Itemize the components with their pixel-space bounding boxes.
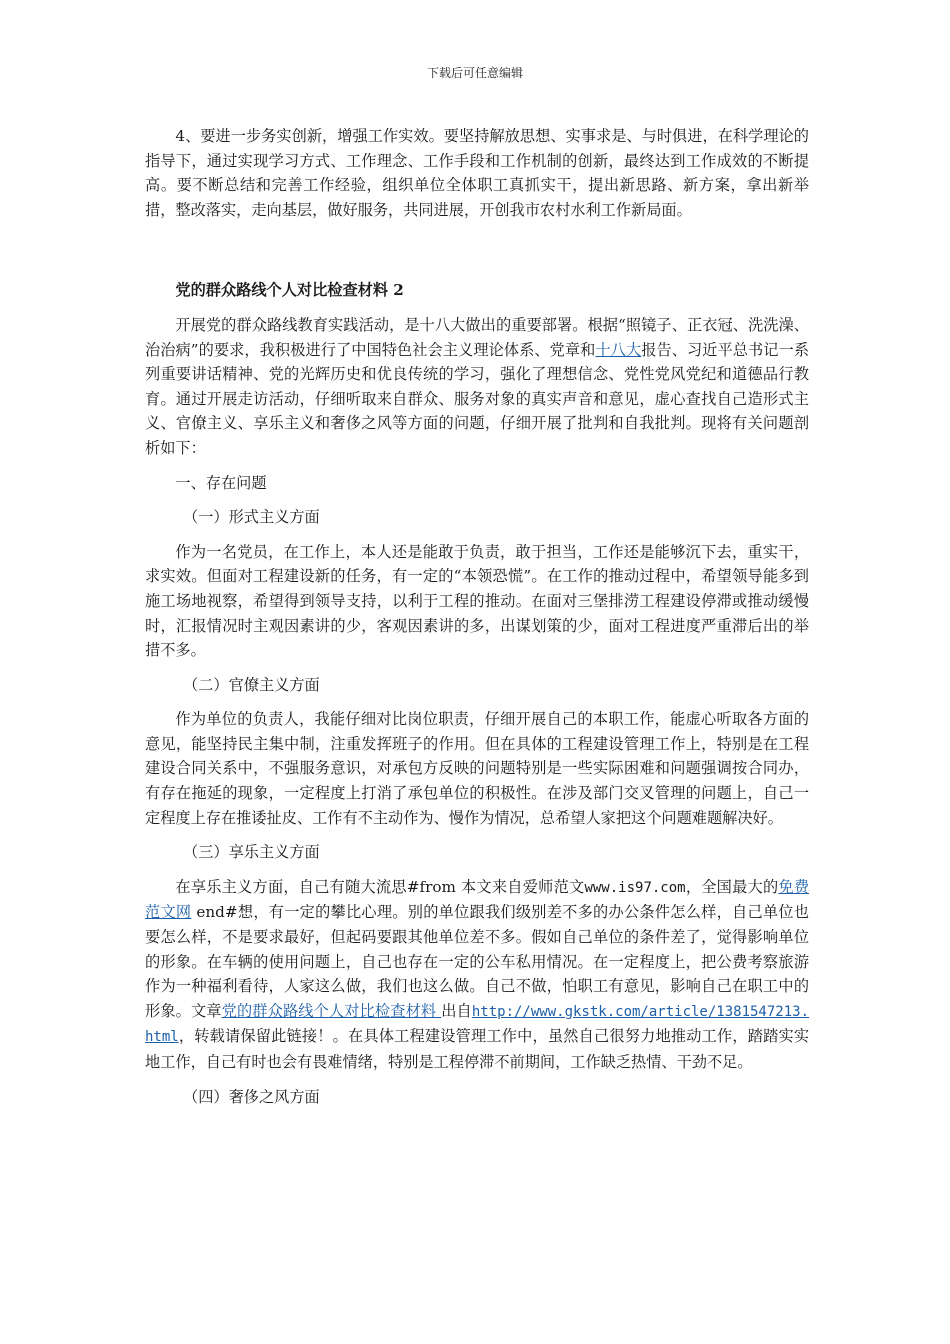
document-body <box>145 124 809 1109</box>
link-article-title[interactable]: 党的群众路线个人对比检查材料 <box>221 1001 442 1020</box>
paragraph-hedonism <box>145 875 809 1075</box>
link-free-essays[interactable]: 免费范文网 <box>145 877 810 922</box>
hedonism-site-text: www.is97.com <box>584 879 686 896</box>
intro-text-2: 报告、习近平总书记一系列重要讲话精神、党的光辉历史和优良传统的学习，强化了理想信念、党性党风党纪和道德品行教育。通过开展走访活动，仔细听取来自群众、服务对象的真实声音和意见，虚心查找自己造形式主义、官僚主义、享乐主义和奢侈之风等方面的问题，仔细开展了批判和自我批判。现将有关问题剖析如下： <box>145 340 810 457</box>
hedonism-text-3: 出自 <box>441 1001 472 1020</box>
section-title: 党的群众路线个人对比检查材料 2 <box>175 281 404 300</box>
paragraph-bureaucracy: 作为单位的负责人，我能仔细对比岗位职责，仔细开展自己的本职工作，能虚心听取各方面的意见，能坚持民主集中制，注重发挥班子的作用。但在具体的工程建设管理工作上，特别是在工程建设合同关系中，不强服务意识，对承包方反映的问题特别是一些实际困难和问题强调按合同办，有存在拖延的现象，一定程度上打消了承包单位的积极性。在涉及部门交叉管理的问题上，自己一定程度上存在推诿扯皮、工作有不主动作为、慢作为情况，总希望人家把这个问题难题解决好。 <box>145 710 809 827</box>
link-article-url[interactable]: http://www.gkstk.com/article/1381547213.html <box>145 1003 810 1046</box>
heading-extravagance: （四）奢侈之风方面 <box>183 1087 320 1106</box>
page-header: 下载后可任意编辑 <box>426 66 523 80</box>
heading-bureaucracy: （二）官僚主义方面 <box>183 675 320 694</box>
hedonism-text-2: end#想，有一定的攀比心理。别的单位跟我们级别差不多的办公条件怎么样，自己单位也要怎么样，不是要求最好，但起码要跟其他单位差不多。假如自己单位的条件差了，觉得影响单位的形象。在车辆的使用问题上，自己也存在一定的公车私用情况。在一定程度上，把公费考察旅游作为一种福利看待，人家这么做，我们也这么做。自己不做，怕职工有意见，影响自己在职工中的形象。文章 <box>145 903 809 1020</box>
heading-existing-problems: 一、存在问题 <box>175 473 267 492</box>
hedonism-text-1c: ，全国最大的 <box>685 877 779 896</box>
intro-text-1: 开展党的群众路线教育实践活动，是十八大做出的重要部署。根据“照镜子、正衣冠、洗洗澡、治治病”的要求，我积极进行了中国特色社会主义理论体系、党章和 <box>145 315 809 359</box>
heading-hedonism: （三）享乐主义方面 <box>183 843 320 862</box>
paragraph-intro <box>145 313 809 461</box>
paragraph-innovation: 4、要进一步务实创新，增强工作实效。要坚持解放思想、实事求是、与时俱进，在科学理论的指导下，通过实现学习方式、工作理念、工作手段和工作机制的创新，最终达到工作成效的不断提高。要不断总结和完善工作经验，组织单位全体职工真抓实干，提出新思路、新方案，拿出新举措，整改落实，走向基层，做好服务，共同进展，开创我市农村水利工作新局面。 <box>145 127 809 219</box>
hedonism-text-1: 在享乐主义方面，自己有随大流思#from 本文来自爱师范文 <box>175 877 585 896</box>
link-18th-congress[interactable]: 十八大 <box>595 340 642 359</box>
heading-formalism: （一）形式主义方面 <box>183 508 320 527</box>
paragraph-formalism: 作为一名党员，在工作上，本人还是能敢于负责，敢于担当，工作还是能够沉下去，重实干，求实效。但面对工程建设新的任务，有一定的“本领恐慌”。在工作的推动过程中，希望领导能多到施工场地视察，希望得到领导支持，以利于工程的推动。在面对三堡排涝工程建设停滞或推动缓慢时，汇报情况时主观因素讲的少，客观因素讲的多，出谋划策的少，面对工程进度严重滞后出的举措不多。 <box>145 542 809 660</box>
hedonism-text-4: ，转载请保留此链接！。在具体工程建设管理工作中，虽然自己很努力地推动工作，踏踏实实地工作，自己有时也会有畏难情绪，特别是工程停滞不前期间，工作缺乏热情、干劲不足。 <box>145 1027 809 1071</box>
